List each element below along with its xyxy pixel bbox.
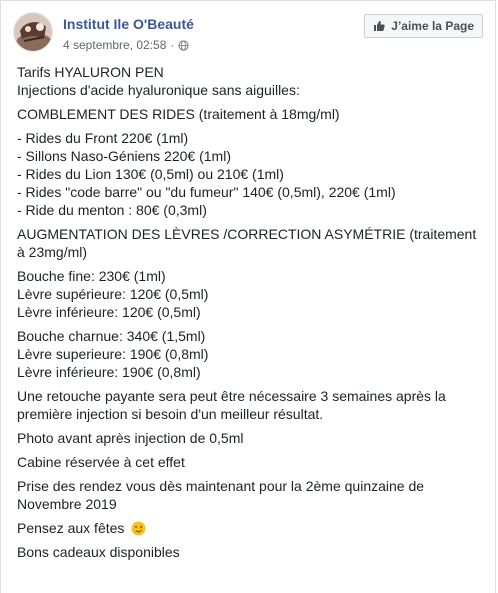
list-item: Bouche fine: 230€ (1ml) [17, 268, 166, 284]
list-item: Lèvre inférieure: 190€ (0,8ml) [17, 364, 201, 380]
list-item: - Rides du Front 220€ (1ml) [17, 130, 189, 146]
like-button-label: J’aime la Page [391, 19, 474, 33]
post-header [13, 12, 483, 56]
list-item: - Rides du Lion 130€ (0,5ml) ou 210€ (1ml) [17, 166, 284, 182]
thumbs-up-icon [373, 20, 385, 32]
text-line: Photo avant après injection de 0,5ml [17, 430, 244, 446]
paragraph-photo [17, 429, 483, 447]
paragraph-intro [17, 63, 483, 99]
paragraph-bouche-charnue [17, 327, 483, 381]
text-line: AUGMENTATION DES LÈVRES /CORRECTION ASYMÉTRIE (traitement à 23mg/ml) [17, 226, 477, 260]
text-line: Une retouche payante sera peut être nécessaire 3 semaines après la première injection si besoin d'un meilleur résultat. [17, 388, 446, 422]
winking-face-emoji-icon [131, 521, 146, 536]
paragraph-retouche [17, 387, 483, 423]
text-line: Prise des rendez vous dès maintenant pour la 2ème quinzaine de Novembre 2019 [17, 478, 425, 512]
paragraph-rendez-vous [17, 477, 483, 513]
post-meta [63, 38, 189, 52]
post-timestamp[interactable]: 4 septembre, 02:58 [63, 38, 167, 52]
list-item: Lèvre superieure: 190€ (0,8ml) [17, 346, 209, 362]
globe-icon[interactable] [178, 40, 189, 51]
text-line: Pensez aux fêtes [17, 520, 125, 536]
text-line: Bons cadeaux disponibles [17, 544, 180, 560]
paragraph-cabine [17, 453, 483, 471]
paragraph-rides-list [17, 129, 483, 219]
paragraph-fetes [17, 519, 483, 537]
like-page-button[interactable] [364, 14, 483, 38]
page-name-link[interactable]: Institut Ile O'Beauté [63, 16, 194, 32]
meta-separator: · [170, 38, 175, 52]
text-line: Tarifs HYALURON PEN [17, 64, 164, 80]
list-item: - Rides "code barre" ou "du fumeur" 140€ (0,5ml), 220€ (1ml) [17, 184, 396, 200]
list-item: - Sillons Naso-Géniens 220€ (1ml) [17, 148, 231, 164]
paragraph-bouche-fine [17, 267, 483, 321]
list-item: - Ride du menton : 80€ (0,3ml) [17, 202, 207, 218]
paragraph-comblement-title [17, 105, 483, 123]
paragraph-augmentation-title [17, 225, 483, 261]
post-body [17, 63, 483, 567]
list-item: Bouche charnue: 340€ (1,5ml) [17, 328, 206, 344]
text-line: Cabine réservée à cet effet [17, 454, 185, 470]
list-item: Lèvre inférieure: 120€ (0,5ml) [17, 304, 201, 320]
page-avatar[interactable] [13, 12, 53, 52]
text-line: Injections d'acide hyaluronique sans aiguilles: [17, 82, 300, 98]
paragraph-bons-cadeaux [17, 543, 483, 561]
avatar-image-icon [14, 13, 53, 52]
list-item: Lèvre supérieure: 120€ (0,5ml) [17, 286, 209, 302]
text-line: COMBLEMENT DES RIDES (traitement à 18mg/ml) [17, 106, 340, 122]
